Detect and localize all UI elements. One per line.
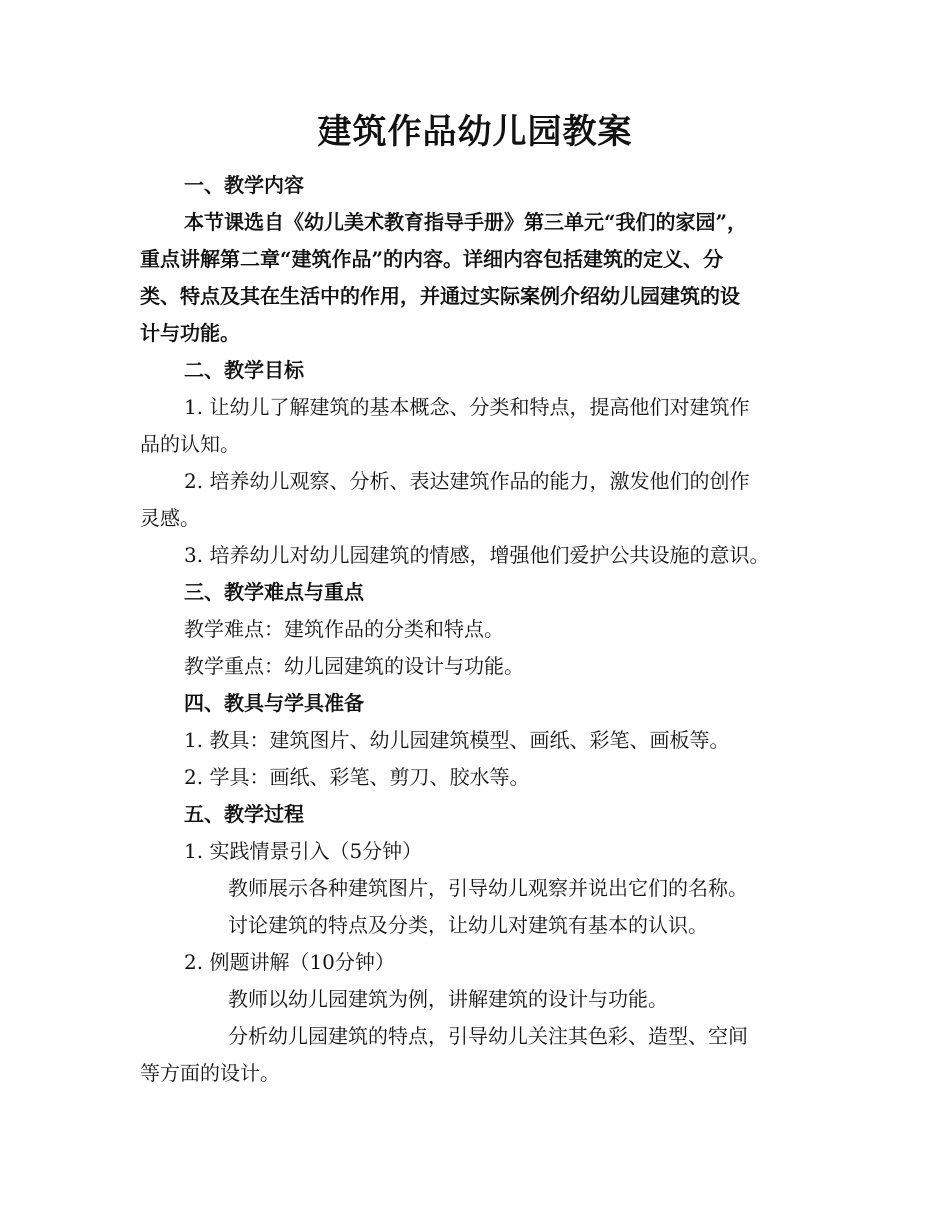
objective-item-line: 品的认知。 xyxy=(140,432,240,456)
section-4-heading: 四、教具与学具准备 xyxy=(184,691,364,715)
difficulty-line: 教学难点：建筑作品的分类和特点。 xyxy=(184,617,504,641)
objective-item-line: 灵感。 xyxy=(140,506,200,530)
section-1-paragraph-line: 计与功能。 xyxy=(140,321,240,345)
section-5-heading: 五、教学过程 xyxy=(184,802,304,826)
section-2-heading: 二、教学目标 xyxy=(184,358,304,382)
section-1-heading: 一、教学内容 xyxy=(184,173,304,197)
section-1-paragraph-line: 类、特点及其在生活中的作用，并通过实际案例介绍幼儿园建筑的设 xyxy=(140,284,740,308)
materials-item: 2. 学具：画纸、彩笔、剪刀、胶水等。 xyxy=(184,765,530,789)
process-substep: 等方面的设计。 xyxy=(140,1061,280,1085)
process-step: 2. 例题讲解（10分钟） xyxy=(184,950,395,974)
section-1-paragraph-line: 重点讲解第二章“建筑作品”的内容。详细内容包括建筑的定义、分 xyxy=(140,247,724,271)
process-substep: 教师以幼儿园建筑为例，讲解建筑的设计与功能。 xyxy=(228,987,668,1011)
section-1-paragraph-line: 本节课选自《幼儿美术教育指导手册》第三单元“我们的家园”， xyxy=(184,210,748,234)
section-3-heading: 三、教学难点与重点 xyxy=(184,580,364,604)
materials-item: 1. 教具：建筑图片、幼儿园建筑模型、画纸、彩笔、画板等。 xyxy=(184,728,730,752)
objective-item-line: 2. 培养幼儿观察、分析、表达建筑作品的能力，激发他们的创作 xyxy=(184,469,750,493)
process-step: 1. 实践情景引入（5分钟） xyxy=(184,839,423,863)
objective-item-line: 1. 让幼儿了解建筑的基本概念、分类和特点，提高他们对建筑作 xyxy=(184,395,750,419)
objective-item-line: 3. 培养幼儿对幼儿园建筑的情感，增强他们爱护公共设施的意识。 xyxy=(184,543,770,567)
key-point-line: 教学重点：幼儿园建筑的设计与功能。 xyxy=(184,654,524,678)
process-substep: 讨论建筑的特点及分类，让幼儿对建筑有基本的认识。 xyxy=(228,913,708,937)
page-title: 建筑作品幼儿园教案 xyxy=(317,112,633,152)
process-substep: 分析幼儿园建筑的特点，引导幼儿关注其色彩、造型、空间 xyxy=(228,1024,748,1048)
process-substep: 教师展示各种建筑图片，引导幼儿观察并说出它们的名称。 xyxy=(228,876,748,900)
